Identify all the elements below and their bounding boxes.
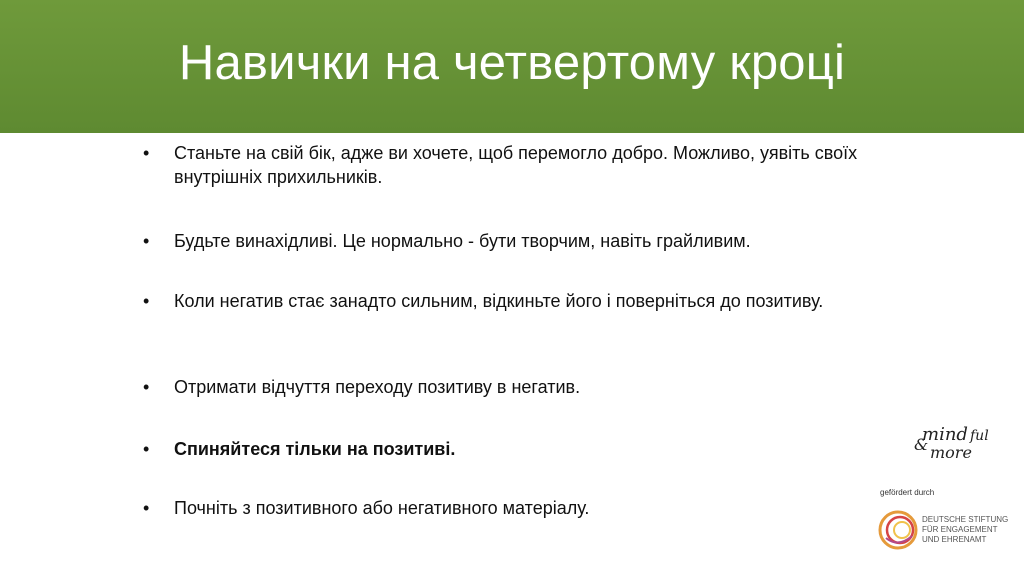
bullet-text: Станьте на свій бік, адже ви хочете, щоб перемогло добро. Можливо, уявіть своїх внутрішніх прихильників. [174,143,858,187]
bullet-symbol: • [143,291,150,311]
mind-and-more-logo [912,420,1012,468]
dsee-logo-icon [876,508,920,552]
svg-text:&: & [914,435,929,454]
bullet-text: Почніть з позитивного або негативного матеріалу. [174,498,590,518]
svg-text:ful: ful [970,428,989,444]
svg-text:more: more [930,443,972,462]
bullet-symbol: • [143,377,150,397]
mind-and-more-logo-icon [912,420,1012,468]
foundation-line-2: FÜR ENGAGEMENT [922,525,998,534]
bullet-text: Отримати відчуття переходу позитиву в негатив. [174,377,581,397]
foundation-name [922,515,1022,545]
slide-title: Навички на четвертому кроці [178,36,846,90]
bullet-symbol: • [143,143,150,163]
bullet-symbol: • [143,231,150,251]
funded-by-label: gefördert durch [880,488,935,497]
foundation-line-1: DEUTSCHE STIFTUNG [922,515,1009,524]
bullet-symbol: • [143,498,150,518]
svg-text:mind: mind [922,424,968,445]
bullet-text: Спиняйтеся тільки на позитиві. [174,439,456,459]
bullet-symbol: • [143,439,150,459]
bullet-text: Коли негатив стає занадто сильним, відкиньте його і поверніться до позитиву. [174,291,824,311]
bullet-text: Будьте винахідливі. Це нормально - бути творчим, навіть грайливим. [174,231,751,251]
foundation-line-3: UND EHRENAMT [922,535,987,544]
